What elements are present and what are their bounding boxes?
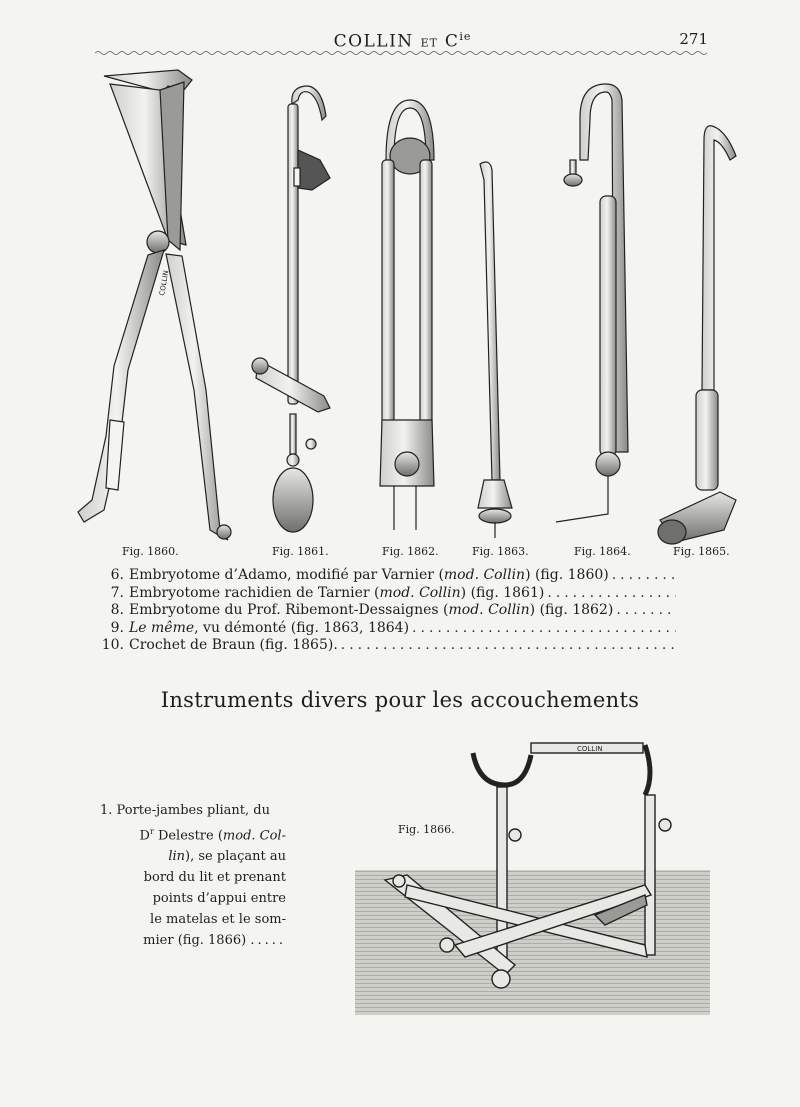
leader-dots	[338, 637, 676, 655]
figure-1863-drawing	[478, 162, 512, 538]
caption-fig-1863: Fig. 1863.	[472, 545, 529, 558]
figure-1865-drawing	[658, 126, 736, 544]
figure-1866-stamp: COLLIN	[577, 745, 603, 753]
page-number: 271	[679, 30, 708, 48]
caption-fig-1861: Fig. 1861.	[272, 545, 329, 558]
figure-1860-stamp: COLLIN	[158, 269, 171, 297]
caption-fig-1866: Fig. 1866.	[398, 823, 455, 836]
figure-1861-drawing	[252, 86, 330, 532]
title-c: C	[444, 31, 460, 52]
leader-dots	[409, 620, 676, 638]
leader-dots	[544, 585, 676, 603]
instrument-list	[96, 567, 676, 655]
figure-1864-drawing	[556, 84, 628, 522]
list-item: 7. Embryotome rachidien de Tarnier (mod. Collin) (fig. 1861) .....	[96, 585, 676, 603]
header-rule	[95, 50, 707, 56]
title-collin: COLLIN	[333, 31, 414, 52]
leader-dots	[613, 602, 676, 620]
instrument-plate	[60, 60, 750, 550]
list-item: 10. Crochet de Braun (fig. 1865). .....	[96, 637, 676, 655]
caption-fig-1860: Fig. 1860.	[122, 545, 179, 558]
title-et: ET	[420, 36, 438, 50]
section-title: Instruments divers pour les accouchements	[160, 688, 640, 712]
running-title	[95, 30, 710, 52]
list-item: 8. Embryotome du Prof. Ribemont-Dessaignes (mod. Collin) (fig. 1862) .....	[96, 602, 676, 620]
leader-dots	[609, 567, 676, 585]
caption-fig-1864: Fig. 1864.	[574, 545, 631, 558]
caption-fig-1865: Fig. 1865.	[673, 545, 730, 558]
title-ie: ie	[459, 30, 472, 43]
list-item: 9. Le même, vu démonté (fig. 1863, 1864) .....	[96, 620, 676, 638]
list-item: 6. Embryotome d’Adamo, modifié par Varnier (mod. Collin) (fig. 1860) .....	[96, 567, 676, 585]
porte-jambes-description: 1. Porte-jambes pliant, du $D^r$ Delestre (mod. Col- lin), se plaçant au bord du lit et prenant points d’appui entre le matelas et le som- mier (fig. 1866) .....	[100, 803, 286, 949]
figure-1862-drawing	[380, 100, 434, 530]
figure-1866-drawing	[355, 735, 710, 1015]
caption-fig-1862: Fig. 1862.	[382, 545, 439, 558]
figure-1860-drawing	[78, 70, 231, 540]
